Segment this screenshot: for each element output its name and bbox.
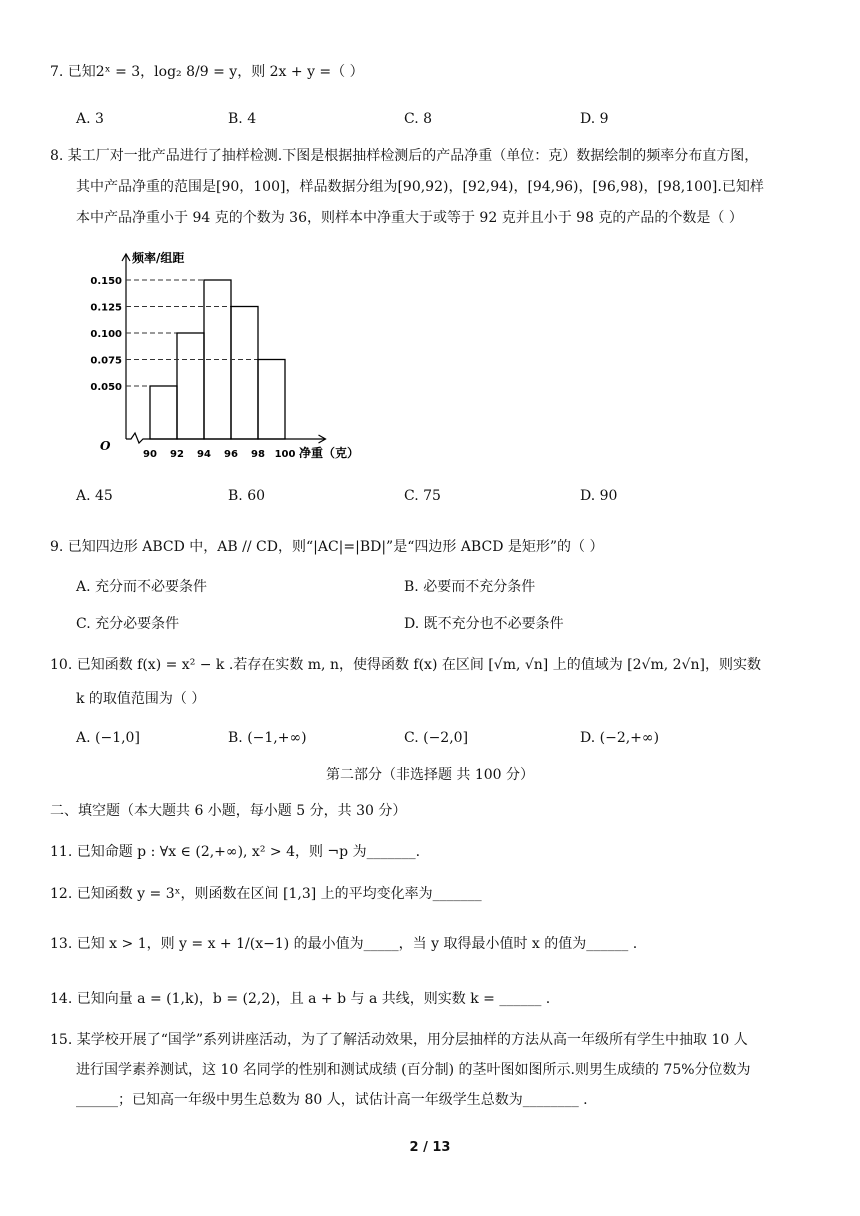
q10-option-b: B. (−1,+∞)	[228, 730, 307, 746]
y-tick-label: 0.150	[90, 276, 122, 287]
q7-option-d: D. 9	[580, 111, 609, 127]
q7-stem: 7. 已知2ˣ = 3，log₂ 8/9 = y，则 2x + y =（ ）	[50, 64, 364, 80]
histogram-bar	[231, 307, 258, 440]
frequency-histogram	[90, 246, 376, 466]
q9-option-b: B. 必要而不充分条件	[404, 579, 536, 595]
q9-option-a: A. 充分而不必要条件	[76, 579, 208, 595]
x-tick-label: 96	[224, 449, 238, 460]
q8-line-3: 本中产品净重小于 94 克的个数为 36，则样本中净重大于或等于 92 克并且小于 98 克的产品的个数是（ ）	[76, 210, 743, 226]
q7-option-a: A. 3	[76, 111, 104, 127]
q10-option-d: D. (−2,+∞)	[580, 730, 660, 746]
y-tick-label: 0.125	[90, 302, 122, 314]
q10-option-a: A. (−1,0]	[76, 730, 140, 746]
x-axis	[126, 433, 326, 443]
q15-line-3: ______；已知高一年级中男生总数为 80 人，试估计高一年级学生总数为________ .	[76, 1092, 588, 1108]
q8-option-a: A. 45	[76, 488, 113, 504]
y-tick-label: 0.050	[90, 382, 122, 393]
q15-line-2: 进行国学素养测试，这 10 名同学的性别和测试成绩 (百分制) 的茎叶图如图所示.则男生成绩的 75%分位数为	[76, 1062, 751, 1078]
q12: 12. 已知函数 y = 3ˣ，则函数在区间 [1,3] 上的平均变化率为_______	[50, 886, 482, 902]
histogram-bar	[258, 360, 285, 440]
q14: 14. 已知向量 a = (1,k)，b = (2,2)，且 a + b 与 a 共线，则实数 k = ______ .	[50, 991, 551, 1007]
x-tick-label: 94	[197, 449, 211, 460]
q9-option-c: C. 充分必要条件	[76, 616, 180, 632]
x-tick-label: 98	[251, 449, 265, 460]
q10-line-2: k 的取值范围为（ ）	[76, 691, 206, 707]
q15-line-1: 15. 某学校开展了“国学”系列讲座活动，为了了解活动效果，用分层抽样的方法从高一年级所有学生中抽取 10 人	[50, 1032, 748, 1048]
y-axis-label: 频率/组距	[132, 251, 185, 265]
histogram-bar	[150, 386, 177, 439]
q7-option-c: C. 8	[404, 111, 433, 127]
origin-label: O	[100, 439, 111, 453]
y-tick-label: 0.075	[90, 355, 122, 367]
q8-option-c: C. 75	[404, 488, 441, 504]
q8-line-2: 其中产品净重的范围是[90，100]，样品数据分组为[90,92)，[92,94)，[94,96)，[96,98)，[98,100].已知样	[76, 179, 764, 195]
q11: 11. 已知命题 p : ∀x ∈ (2,+∞), x² > 4，则 ¬p 为_______.	[50, 844, 421, 860]
q10-option-c: C. (−2,0]	[404, 730, 469, 746]
q9-option-d: D. 既不充分也不必要条件	[404, 616, 564, 632]
q8-option-b: B. 60	[228, 488, 266, 504]
q8-line-1: 8. 某工厂对一批产品进行了抽样检测.下图是根据抽样检测后的产品净重（单位：克）数据绘制的频率分布直方图，	[50, 148, 759, 164]
q9-stem: 9. 已知四边形 ABCD 中，AB // CD，则“|AC|=|BD|”是“四边形 ABCD 是矩形”的（ ）	[50, 539, 604, 555]
q13: 13. 已知 x > 1，则 y = x + 1/(x−1) 的最小值为_____，当 y 取得最小值时 x 的值为______ .	[50, 936, 638, 952]
x-axis-label: 净重（克）	[299, 446, 360, 460]
section2-heading: 二、填空题（本大题共 6 小题，每小题 5 分，共 30 分）	[50, 803, 407, 819]
q10-line-1: 10. 已知函数 f(x) = x² − k .若存在实数 m, n，使得函数 f(x) 在区间 [√m, √n] 上的值域为 [2√m, 2√n]，则实数	[50, 657, 761, 673]
histogram-bar	[177, 333, 204, 439]
x-tick-label: 90	[143, 449, 157, 460]
q7-option-b: B. 4	[228, 111, 257, 127]
x-tick-label: 100	[274, 449, 296, 460]
page-number: 2 / 13	[409, 1140, 451, 1155]
q8-option-d: D. 90	[580, 488, 618, 504]
part2-title: 第二部分（非选择题 共 100 分）	[325, 767, 535, 783]
x-tick-label: 92	[170, 449, 184, 460]
y-tick-label: 0.100	[90, 329, 122, 340]
